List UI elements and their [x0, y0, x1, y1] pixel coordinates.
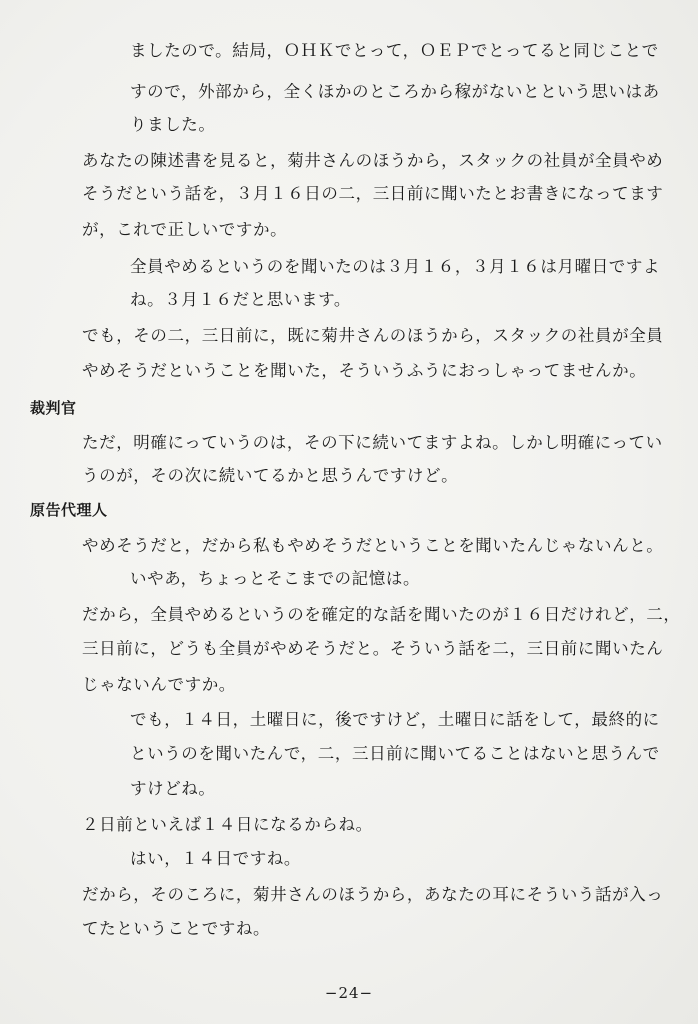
- text-line: すので，外部から，全くほかのところから稼がないとという思いはあ: [130, 82, 660, 101]
- text-line: だから，全員やめるというのを確定的な話を聞いたのが１６日だけれど，二，: [82, 605, 681, 624]
- text-line: ただ，明確にっていうのは，その下に続いてますよね。しかし明確にってい: [82, 433, 663, 452]
- text-line: いやあ，ちょっとそこまでの記憶は。: [130, 569, 421, 588]
- text-line: はい，１４日ですね。: [130, 849, 301, 868]
- text-line: あなたの陳述書を見ると，菊井さんのほうから，スタックの社員が全員やめ: [82, 151, 664, 170]
- text-line: ２日前といえば１４日になるからね。: [82, 815, 373, 834]
- text-line: そうだという話を，３月１６日の二，三日前に聞いたとお書きになってます: [82, 184, 664, 203]
- text-line: うのが，その次に続いてるかと思うんですけど。: [82, 466, 459, 485]
- text-line: てたということですね。: [82, 919, 271, 938]
- text-line: やめそうだと，だから私もやめそうだということを聞いたんじゃないんと。: [82, 536, 664, 555]
- text-line: でも，その二，三日前に，既に菊井さんのほうから，スタックの社員が全員: [82, 326, 664, 345]
- speaker-label-judge: 裁判官: [30, 399, 77, 417]
- text-line: ね。３月１６だと思います。: [130, 290, 351, 309]
- text-line: じゃないんですか。: [82, 675, 236, 694]
- text-line: 三日前に，どうも全員がやめそうだと。そういう話を二，三日前に聞いたん: [82, 639, 664, 658]
- text-line: 全員やめるというのを聞いたのは３月１６，３月１６は月曜日ですよ: [130, 257, 661, 276]
- text-line: というのを聞いたんで，二，三日前に聞いてることはないと思うんで: [130, 744, 660, 763]
- text-line: りました。: [130, 115, 216, 134]
- text-line: でも，１４日，土曜日に，後ですけど，土曜日に話をして，最終的に: [130, 710, 660, 729]
- text-line: やめそうだということを聞いた，そういうふうにおっしゃってませんか。: [82, 361, 647, 380]
- text-line: ましたので。結局，ＯＨＫでとって，ＯＥＰでとってると同じことで: [130, 41, 659, 60]
- text-line: すけどね。: [130, 779, 216, 798]
- speaker-label-plaintiff-counsel: 原告代理人: [30, 501, 108, 519]
- text-line: だから，そのころに，菊井さんのほうから，あなたの耳にそういう話が入っ: [82, 885, 664, 904]
- text-line: が，これで正しいですか。: [82, 220, 288, 239]
- page-number: −24−: [324, 984, 374, 1002]
